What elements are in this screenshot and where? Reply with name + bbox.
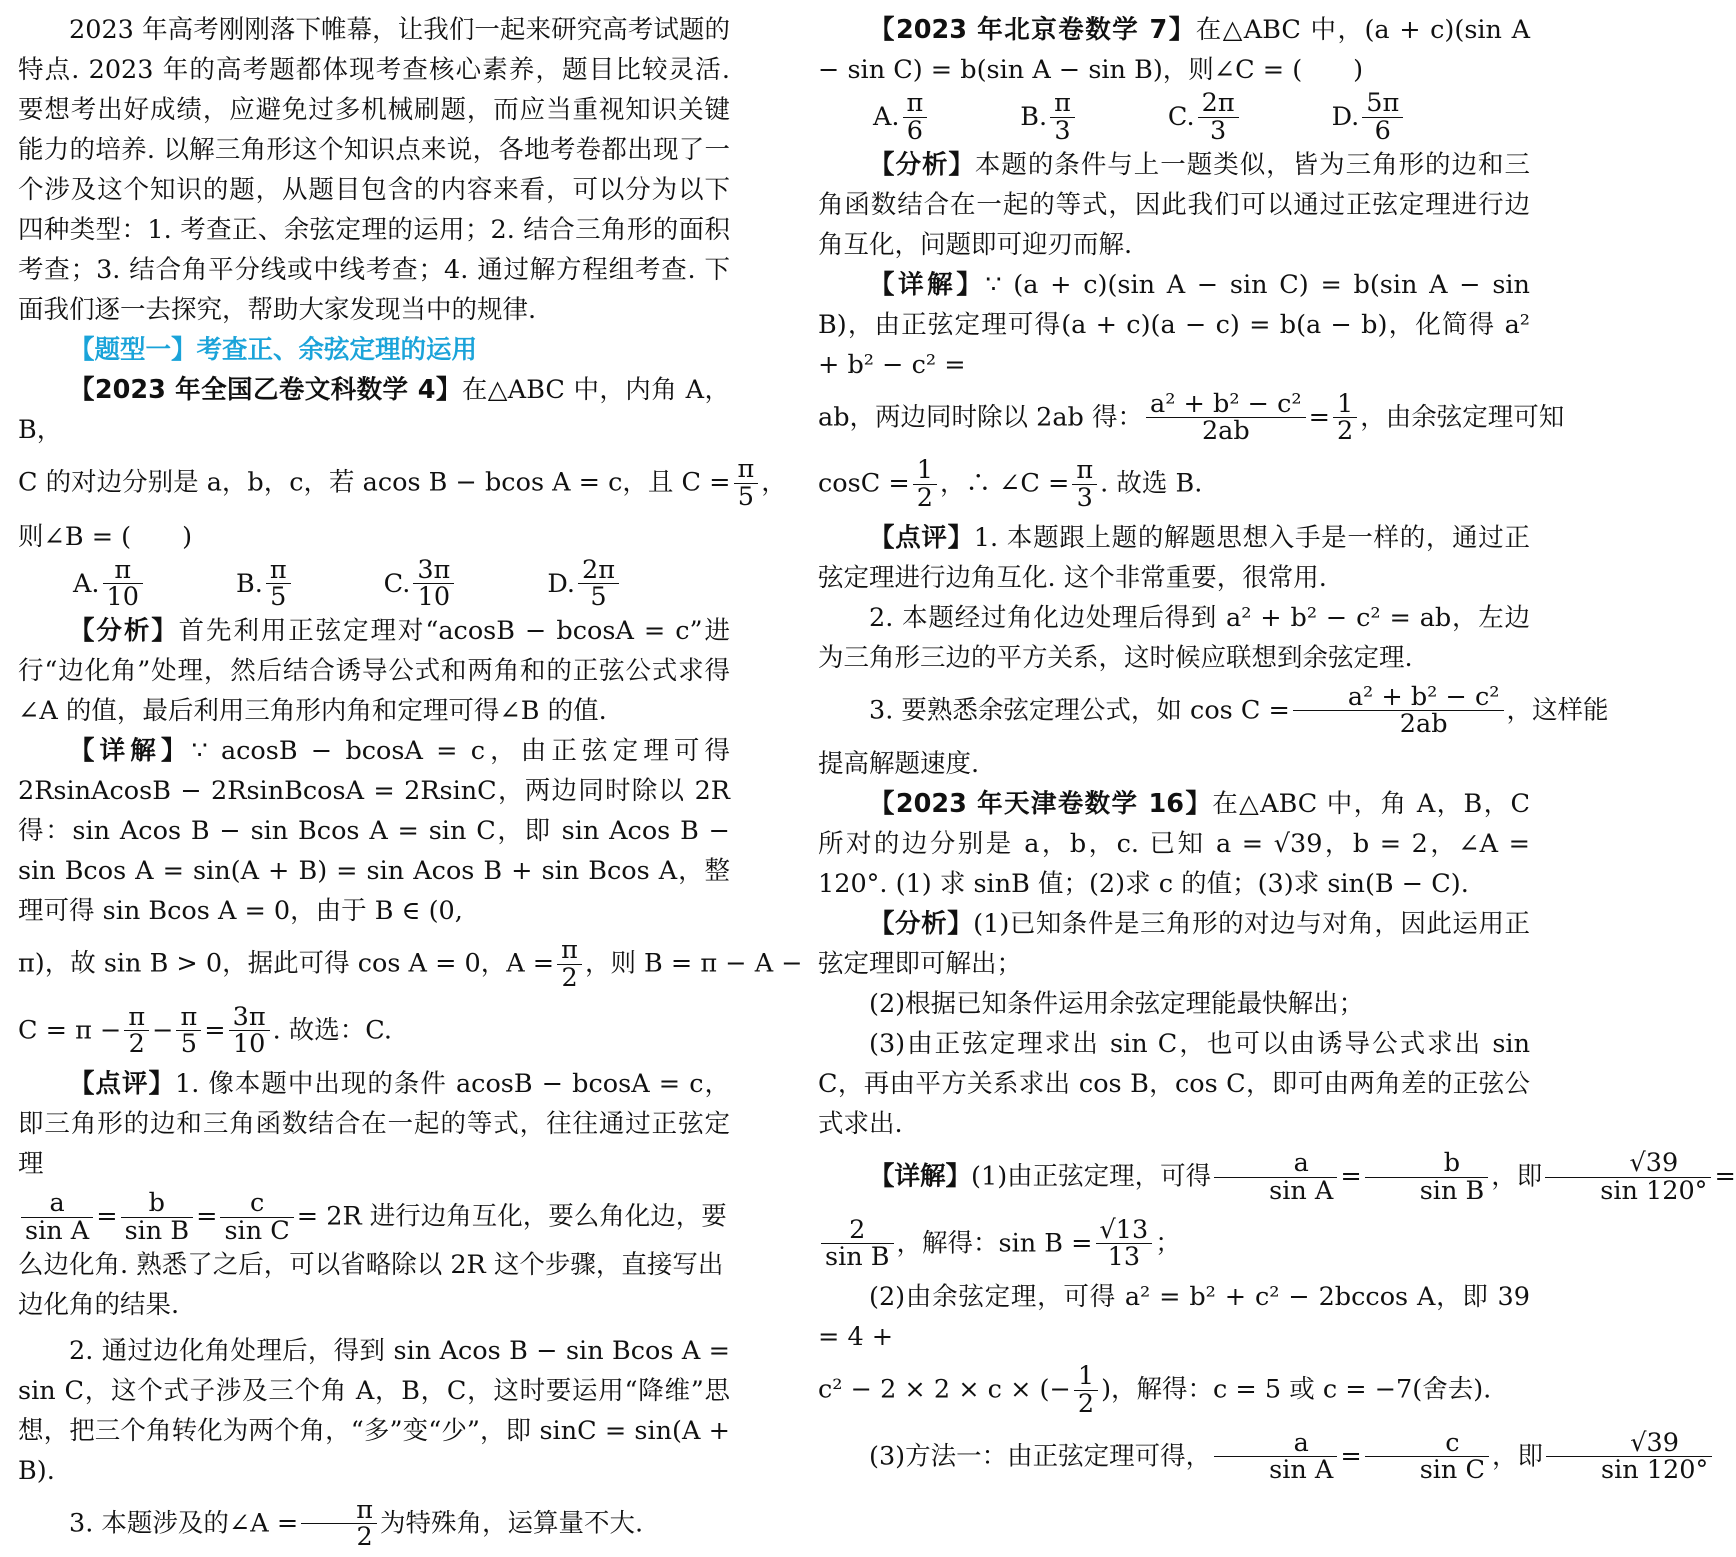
option-c: C. $\frac{2\pi}{3}$: [1168, 90, 1242, 145]
review-2-1: 【点评】1. 本题跟上题的解题思想入手是一样的，通过正弦定理进行边角互化. 这个非常重要，很常用.: [818, 522, 1530, 593]
detail-1-line-3: C = π − $\frac{\pi}{2}$ − $\frac{\pi}{5}$ = $\frac{3\pi}{10}$ . 故选：C.: [18, 1001, 393, 1060]
option-b: B. $\frac{\pi}{3}$: [1020, 90, 1078, 145]
question-3-stem: 【2023 年天津卷数学 16】在△ABC 中，角 A，B，C 所对的边分别是 a，b，c. 已知 a = √39，b = 2，∠A = 120°. (1) 求 sinB 值；(2)求 c 的值；(3)求 sin(B − C).: [818, 789, 1530, 900]
detail-3-line-1: 【详解】(1)由正弦定理，可得 $\frac{a}{\text{sin A}}$ = $\frac{b}{\text{sin B}}$ ，即 $\frac{√39}{\sin 120^\circ}$ =: [869, 1148, 1736, 1206]
question-1-options: [18, 554, 730, 613]
review-2: 2. 通过边化角处理后，得到 sin Acos B − sin Bcos A = sin C，这个式子涉及三个角 A，B，C，这时要运用“降维”思想，把三个角转化为两个角，“多”变“少”，即 sinC = sin(A + B).: [18, 1335, 730, 1486]
option-d: D. $\frac{5\pi}{6}$: [1332, 90, 1407, 145]
analysis-3: 【分析】(1)已知条件是三角形的对边与对角，因此运用正弦定理即可解出；: [818, 909, 1530, 980]
question-2-stem: 【2023 年北京卷数学 7】在△ABC 中，(a + c)(sin A − sin C) = b(sin A − sin B)，则∠C = ( ): [818, 15, 1530, 85]
right-column: [818, 10, 1736, 1490]
question-2-options: [818, 90, 1530, 145]
question-1-stem: 【2023 年全国乙卷文科数学 4】在△ABC 中，内角 A，B，: [18, 375, 730, 445]
review-1-formula: $\frac{a}{\text{sin A}}$ = $\frac{b}{\text{sin B}}$ = $\frac{c}{\text{sin C}}$ = 2R 进行边角互化，要么角化边，要么边化角. 熟悉了之后，可以省略除以 2R 这个步骤，直接写出边化角的结果.: [18, 1188, 727, 1320]
section-heading: 【题型一】考查正、余弦定理的运用: [69, 335, 478, 365]
intro-paragraph: 2023 年高考刚刚落下帷幕，让我们一起来研究高考试题的特点. 2023 年的高考题都体现考查核心素养，题目比较灵活. 要想考出好成绩，应避免过多机械刷题，而应当重视知识关键能力的培养. 以解三角形这个知识点来说，各地考卷都出现了一个涉及这个知识的题，从题目包含的内容来看，可以分为以下四种类型：1. 考查正、余弦定理的运用；2. 结合三角形的面积考查；3. 结合角平分线或中线考查；4. 通过解方程组考查. 下面我们逐一去探究，帮助大家发现当中的规律.: [18, 15, 730, 325]
detail-3-part-2: (2)由余弦定理，可得 a² = b² + c² − 2bccos A，即 39 = 4 +: [818, 1282, 1530, 1353]
review-2-2: 2. 本题经过角化边处理后得到 a² + b² − c² = ab，左边为三角形三边的平方关系，这时候应联想到余弦定理.: [818, 602, 1530, 673]
analysis-3-2: (2)根据已知条件运用余弦定理能最快解出；: [869, 989, 1365, 1020]
detail-3-part-2-line-2: c² − 2 × 2 × c × (− $\frac{1}{2}$ )，解得：c = 5 或 c = −7(舍去).: [818, 1361, 1492, 1419]
option-b: B. $\frac{\pi}{5}$: [236, 557, 294, 612]
detail-2-line-2: ab，两边同时除以 2ab 得： $\frac{\text{a² + b² − c²}}{2ab}$ = $\frac{1}{2}$ ，由余弦定理可知: [818, 388, 1565, 447]
detail-3-line-2: $\frac{2}{\text{sin B}}$ ，解得：sin B = $\frac{√13}{13}$ ；: [818, 1211, 1530, 1278]
analysis-2: 【分析】本题的条件与上一题类似，皆为三角形的边和三角函数结合在一起的等式，因此我们可以通过正弦定理进行边角互化，问题即可迎刃而解.: [818, 149, 1530, 260]
detail-3-part-3: (3)方法一：由正弦定理可得， $\frac{a}{\text{sin A}}$ = $\frac{c}{\text{sin C}}$ ，即 $\frac{√39}{\sin 120^\circ}$: [818, 1424, 1530, 1491]
review-1: 【点评】1. 像本题中出现的条件 acosB − bcosA = c，即三角形的边和三角函数结合在一起的等式，往往通过正弦定理: [18, 1069, 730, 1180]
detail-2-line-3: cosC = $\frac{1}{2}$ ，∴ ∠C = $\frac{\pi}{3}$ . 故选 B.: [818, 455, 1203, 513]
left-column: [18, 10, 803, 1557]
analysis-1: 【分析】首先利用正弦定理对“acosB − bcosA = c”进行“边化角”处理，然后结合诱导公式和两角和的正弦公式求得∠A 的值，最后利用三角形内角和定理可得∠B 的值.: [18, 616, 730, 727]
analysis-3-3: (3)由正弦定理求出 sin C，也可以由诱导公式求出 sin C，再由平方关系求出 cos B，cos C，即可由两角差的正弦公式求出.: [818, 1029, 1530, 1140]
option-d: D. $\frac{2\pi}{5}$: [547, 557, 622, 612]
option-a: A. $\frac{\pi}{10}$: [73, 557, 146, 612]
question-1-ask: 则∠B = ( ): [18, 521, 193, 552]
option-a: A. $\frac{\pi}{6}$: [873, 90, 930, 145]
review-2-3-cont: 提高解题速度.: [818, 749, 980, 780]
detail-1-line-2: π)，故 sin B > 0，据此可得 cos A = 0，A = $\frac{\pi}{2}$ ，则 B = π − A −: [18, 935, 803, 993]
review-2-3: 3. 要熟悉余弦定理公式，如 cos C = $\frac{\text{a² + b² − c²}}{2ab}$ ，这样能: [869, 681, 1609, 740]
review-3: 3. 本题涉及的∠A = $\frac{\pi}{2}$ 为特殊角，运算量不大.: [69, 1494, 644, 1553]
fraction: $\frac{\pi}{5}$: [734, 456, 759, 511]
detail-2: 【详解】∵ (a + c)(sin A − sin C) = b(sin A − sin B)，由正弦定理可得(a + c)(a − c) = b(a − b)，化简得 a² + b² − c² =: [818, 269, 1530, 380]
question-1-condition: C 的对边分别是 a，b，c，若 acos B − bcos A = c，且 C = $\frac{\pi}{5}$ ，: [18, 454, 787, 512]
question-1-source: 【2023 年全国乙卷文科数学 4】: [69, 375, 462, 405]
detail-1: 【详解】∵ acosB − bcosA = c，由正弦定理可得 2RsinAcosB − 2RsinBcosA = 2RsinC，两边同时除以 2R 得：sin Acos B − sin Bcos A = sin C，即 sin Acos B − sin Bcos A = sin(A + B) = sin Acos B + sin Bcos A，整理可得 sin Bcos A = 0，由于 B ∈ (0,: [18, 736, 730, 927]
option-c: C. $\frac{3\pi}{10}$: [384, 557, 458, 612]
